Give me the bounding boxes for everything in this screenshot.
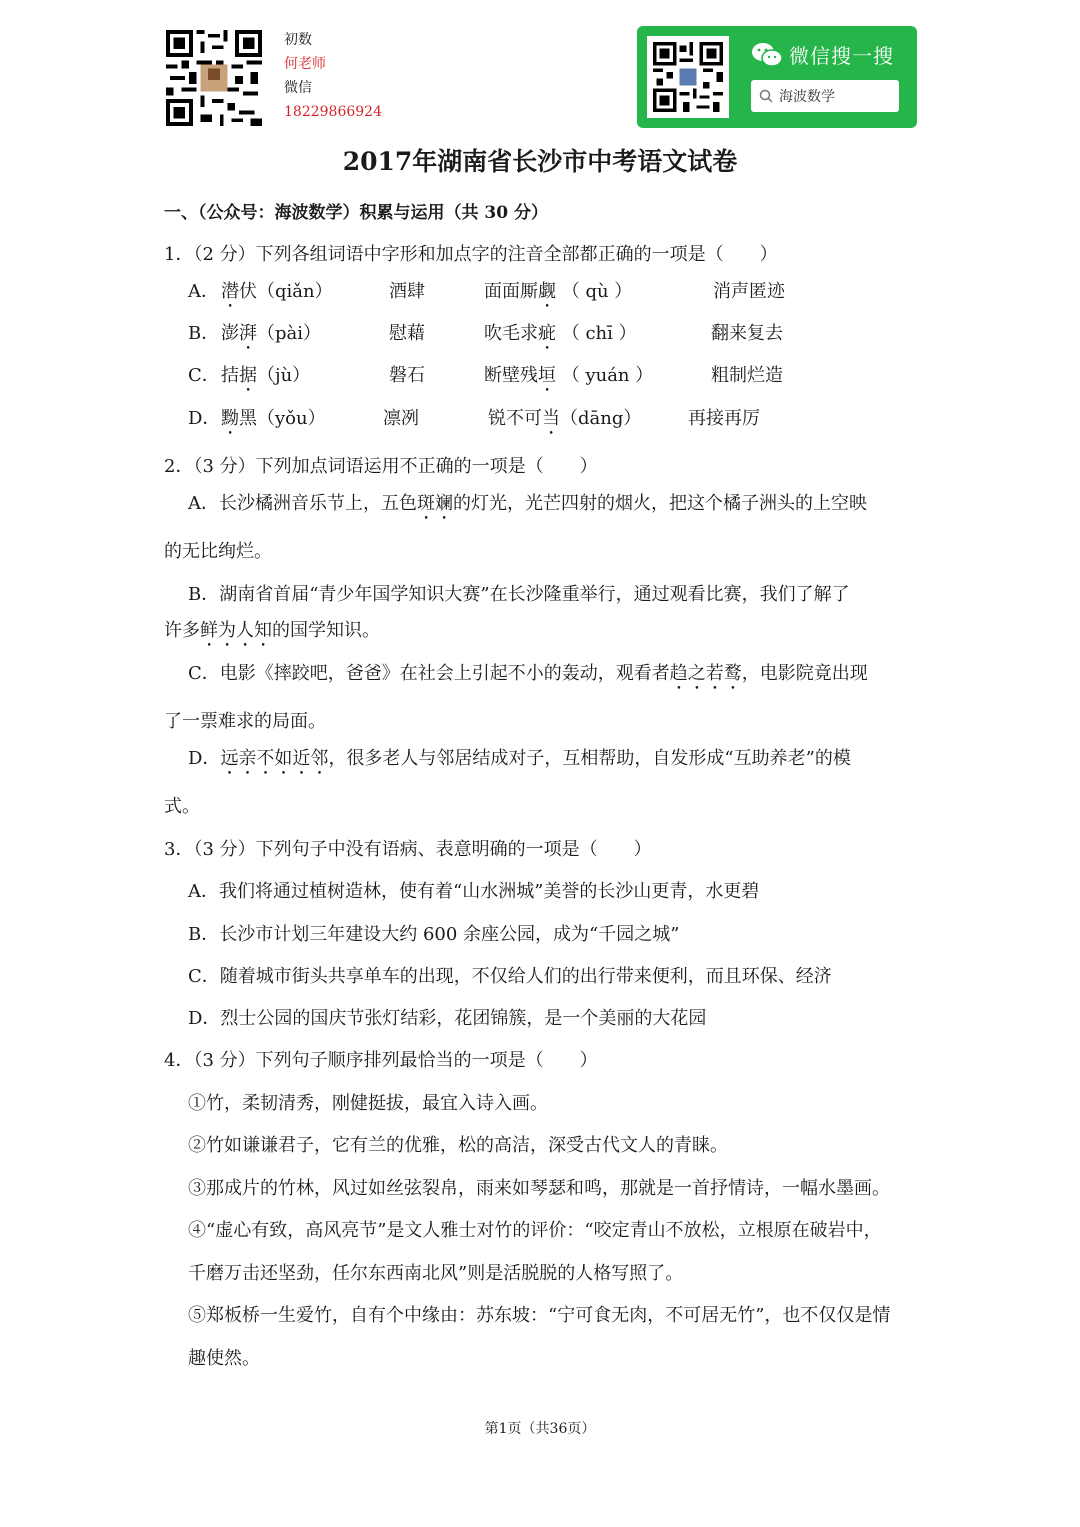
sentence: ④“虚心有致，高风亮节”是文人雅士对竹的评价：“咬定青山不放松，立根原在破岩中， [188, 1220, 882, 1241]
wechat-logo-icon [751, 42, 783, 68]
sentence: ①竹，柔韧清秀，刚健挺拔，最宜入诗入画。 [188, 1093, 548, 1114]
option-term: 酒肆 [389, 281, 425, 302]
sentence: ②竹如谦谦君子，它有兰的优雅，松的高洁，深受古代文人的青睐。 [188, 1135, 728, 1156]
option-term: 再接再厉 [688, 408, 760, 429]
option-term: 澎湃（pài） [221, 323, 322, 344]
option-term: 断壁残垣 （ yuán ） [484, 365, 654, 386]
wechat-search-text: 海波数学 [779, 89, 835, 105]
page-number: 第1页（共36页） [484, 1421, 596, 1437]
option-text: D．烈士公园的国庆节张灯结彩，花团锦簇，是一个美丽的大花园 [188, 1008, 707, 1029]
question-stem: 3．（3 分）下列句子中没有语病、表意明确的一项是（ ） [164, 839, 652, 860]
teacher-name: 何老师 [284, 56, 326, 72]
option-term: 面面厮觑 （ qù ） [484, 281, 633, 302]
sentence: ③那成片的竹林，风过如丝弦裂帛，雨来如琴瑟和鸣，那就是一首抒情诗，一幅水墨画。 [188, 1178, 890, 1199]
sentence: 千磨万击还坚劲，任尔东西南北风”则是活脱脱的人格写照了。 [188, 1263, 684, 1284]
wechat-search-banner [637, 26, 917, 128]
option-text: A．我们将通过植树造林，使有着“山水洲城”美誉的长沙山更青，水更碧 [188, 881, 760, 902]
option-text: A．长沙橘洲音乐节上，五色斑斓的灯光，光芒四射的烟火，把这个橘子洲头的上空映 [188, 493, 867, 514]
option-text: C．随着城市街头共享单车的出现，不仅给人们的出行带来便利，而且环保、经济 [188, 966, 832, 987]
option-term: 翻来复去 [711, 323, 783, 344]
option-term: 慰藉 [389, 323, 425, 344]
section-heading: 一、（公众号：海波数学）积累与运用（共 30 分） [164, 203, 548, 223]
contact-line: 初数 [284, 32, 312, 48]
option-letter: C． [188, 365, 220, 386]
option-text: D．远亲不如近邻，很多老人与邻居结成对子，互相帮助，自发形成“互助养老”的模 [188, 748, 851, 769]
page-title: 2017年湖南省长沙市中考语文试卷 [342, 147, 738, 176]
wechat-title [751, 40, 894, 69]
sentence: ⑤郑板桥一生爱竹，自有个中缘由：苏东坡：“宁可食无肉，不可居无竹”，也不仅仅是情 [188, 1305, 891, 1326]
option-term: 吹毛求疵 （ chī ） [484, 323, 637, 344]
option-term: 凛冽 [383, 408, 419, 429]
wechat-search-box [751, 80, 899, 112]
option-term: 潜伏（qiǎn） [221, 281, 333, 302]
option-letter: A． [188, 281, 219, 302]
option-letter: D． [188, 408, 221, 429]
option-text: 许多鲜为人知的国学知识。 [164, 620, 380, 641]
option-term: 锐不可当（dāng） [488, 408, 642, 429]
wechat-qr-frame [647, 36, 729, 118]
contact-line: 微信 [284, 80, 312, 96]
option-text: 式。 [164, 796, 200, 817]
option-letter: B． [188, 323, 220, 344]
qr-code-icon [166, 30, 262, 126]
question-stem: 1．（2 分）下列各组词语中字形和加点字的注音全部都正确的一项是（ ） [164, 244, 778, 265]
wechat-title-text: 微信搜一搜 [789, 44, 894, 68]
option-term: 磐石 [389, 365, 425, 386]
question-stem: 2．（3 分）下列加点词语运用不正确的一项是（ ） [164, 456, 598, 477]
option-term: 消声匿迹 [713, 281, 785, 302]
option-term: 粗制烂造 [711, 365, 783, 386]
option-term: 黝黑（yǒu） [221, 408, 326, 429]
contact-phone: 18229866924 [284, 104, 382, 120]
option-text: 的无比绚烂。 [164, 541, 272, 562]
search-icon [759, 89, 773, 103]
contact-info [284, 28, 382, 124]
question-stem: 4．（3 分）下列句子顺序排列最恰当的一项是（ ） [164, 1050, 598, 1071]
option-term: 拮据（jù） [221, 365, 311, 386]
option-text: B．长沙市计划三年建设大约 600 余座公园，成为“千园之城” [188, 924, 680, 945]
wechat-qr-icon [653, 42, 723, 112]
sentence: 趣使然。 [188, 1348, 260, 1369]
option-text: 了一票难求的局面。 [164, 711, 326, 732]
option-text: B．湖南省首届“青少年国学知识大赛”在长沙隆重举行，通过观看比赛，我们了解了 [188, 584, 850, 605]
option-text: C．电影《摔跤吧，爸爸》在社会上引起不小的轰动，观看者趋之若鹜，电影院竟出现 [188, 663, 868, 684]
